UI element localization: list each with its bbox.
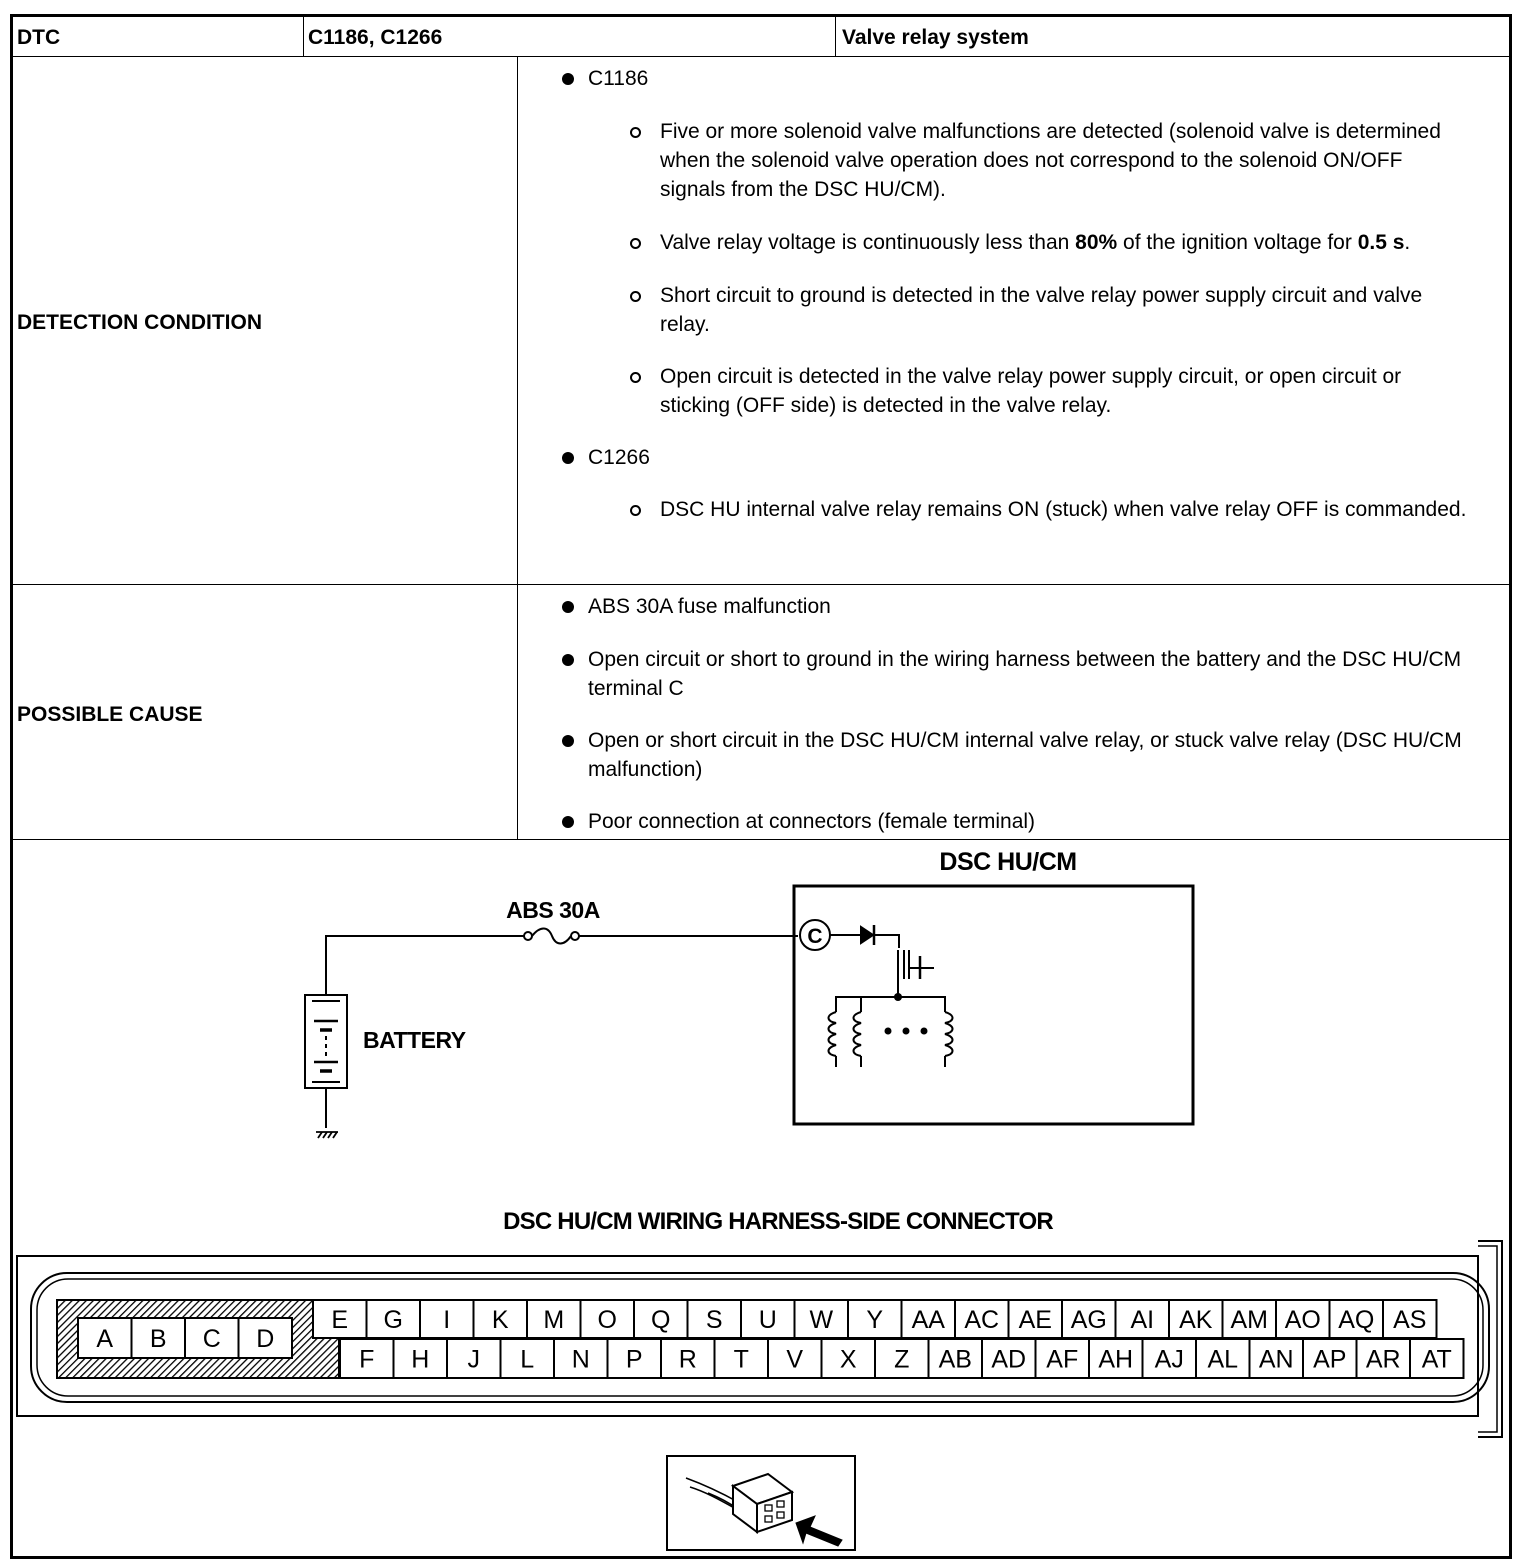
terminal-label: AS (1393, 1306, 1427, 1334)
bottom-terminal-row (340, 1339, 1464, 1378)
condition-item: Open circuit is detected in the valve relay power supply circuit, or open circuit or sticking (OFF side) is detected in the valve relay. (518, 362, 1493, 420)
terminal-label: H (411, 1345, 430, 1374)
condition-item: Five or more solenoid valve malfunctions are detected (solenoid valve is determined when the solenoid valve operation does not correspond to the solenoid ON/OFF signals from the DSC HU/CM). (518, 117, 1493, 204)
connector-title: DSC HU/CM WIRING HARNESS-SIDE CONNECTOR (503, 1208, 1053, 1235)
terminal-label: U (758, 1306, 777, 1334)
terminal-label: AJ (1154, 1345, 1184, 1374)
terminal-label: A (96, 1325, 114, 1353)
code-bullet: C1186 (518, 64, 1493, 93)
terminal-label: AK (1179, 1306, 1213, 1334)
terminal-label: P (625, 1345, 643, 1374)
terminal-label: AN (1258, 1345, 1294, 1374)
top-terminal-row (313, 1300, 1437, 1338)
condition-item: Short circuit to ground is detected in the valve relay power supply circuit and valve relay. (518, 281, 1493, 339)
ground-icon (316, 1132, 338, 1138)
cause-item: Poor connection at connectors (female terminal) (518, 807, 1493, 836)
cause-item: Open or short circuit in the DSC HU/CM internal valve relay, or stuck valve relay (DSC HU/CM malfunction) (518, 726, 1493, 784)
terminal-label: M (543, 1306, 565, 1334)
terminal-label: T (733, 1345, 749, 1374)
terminal-label: AL (1207, 1345, 1239, 1374)
dtc-codes: C1186, C1266 (308, 26, 443, 49)
terminal-label: X (839, 1345, 857, 1374)
condition-item-voltage: Valve relay voltage is continuously less than 80% of the ignition voltage for 0.5 s. (518, 228, 1493, 257)
terminal-label: F (359, 1345, 375, 1374)
terminal-label: AP (1313, 1345, 1347, 1374)
terminal-label: C (807, 925, 823, 948)
terminal-label: Z (894, 1345, 910, 1374)
detection-condition-label: DETECTION CONDITION (17, 311, 262, 334)
terminal-label: I (443, 1306, 451, 1334)
code-bullet: C1266 (518, 443, 1493, 472)
system-name: Valve relay system (842, 26, 1029, 49)
shaded-terminals (78, 1318, 292, 1358)
terminal-label: AF (1046, 1345, 1079, 1374)
terminal-label: L (520, 1345, 535, 1374)
condition-item: DSC HU internal valve relay remains ON (stuck) when valve relay OFF is commanded. (518, 495, 1493, 524)
terminal-label: AI (1130, 1306, 1155, 1334)
terminal-label: O (597, 1306, 617, 1334)
terminal-label: K (491, 1306, 509, 1334)
terminal-label: AR (1365, 1345, 1401, 1374)
ellipsis-dot (903, 1028, 910, 1035)
terminal-label: AT (1421, 1345, 1452, 1374)
terminal-label: AM (1230, 1306, 1268, 1334)
terminal-label: B (149, 1325, 167, 1353)
terminal-label: AC (964, 1306, 1000, 1334)
terminal-label: J (467, 1345, 480, 1374)
terminal-label: G (383, 1306, 403, 1334)
terminal-label: AB (938, 1345, 972, 1374)
terminal-label: D (256, 1325, 275, 1353)
terminal-label: AE (1018, 1306, 1052, 1334)
valve-relay-circuit (829, 925, 953, 1067)
terminal-label: N (571, 1345, 590, 1374)
junction-dot (894, 993, 902, 1001)
ellipsis-dot (885, 1028, 892, 1035)
terminal-label: S (705, 1306, 723, 1334)
terminal-label: AA (911, 1306, 945, 1334)
cause-item: Open circuit or short to ground in the wiring harness between the battery and the DSC HU/CM terminal C (518, 645, 1493, 703)
battery-icon (305, 995, 347, 1088)
terminal-label: AH (1098, 1345, 1134, 1374)
battery-label: BATTERY (363, 1027, 466, 1053)
terminal-label: E (331, 1306, 349, 1334)
dsc-hucm-module (794, 886, 1193, 1124)
fuse-icon (524, 929, 579, 944)
terminal-label: C (202, 1325, 221, 1353)
terminal-label: V (786, 1345, 804, 1374)
module-title: DSC HU/CM (939, 848, 1077, 876)
dtc-label: DTC (17, 26, 61, 49)
terminal-label: Q (651, 1306, 671, 1334)
ellipsis-dot (921, 1028, 928, 1035)
terminal-label: AG (1070, 1306, 1107, 1334)
terminal-label: R (678, 1345, 697, 1374)
connector-view-icon (667, 1456, 855, 1550)
terminal-label: Y (866, 1306, 884, 1334)
terminal-label: W (809, 1306, 834, 1334)
cause-item: ABS 30A fuse malfunction (518, 592, 1493, 621)
possible-cause-label: POSSIBLE CAUSE (17, 703, 203, 726)
terminal-label: AQ (1338, 1306, 1375, 1334)
terminal-label: AD (991, 1345, 1027, 1374)
fuse-label: ABS 30A (506, 897, 600, 923)
terminal-label: AO (1284, 1306, 1321, 1334)
